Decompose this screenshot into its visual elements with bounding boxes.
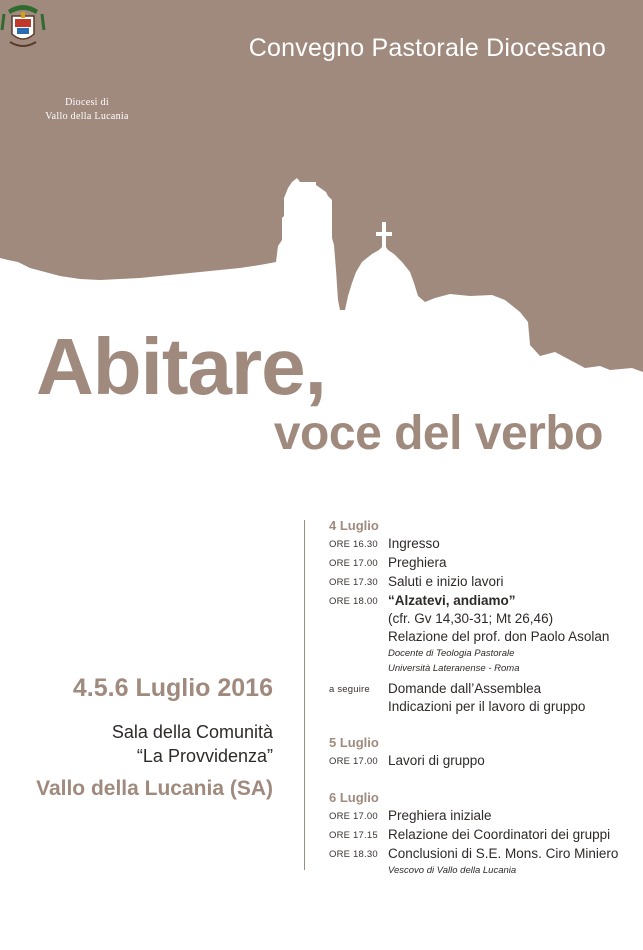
program-divider (304, 520, 305, 870)
program-time: ORE 17.00 (329, 756, 378, 767)
diocese-name (20, 96, 154, 124)
event-city: Vallo della Lucania (SA) (36, 777, 273, 800)
program-item (329, 592, 629, 676)
diocese-name-line2: Vallo della Lucania (45, 111, 129, 122)
program-text: Lavori di gruppo (388, 753, 485, 768)
conference-title: Convegno Pastorale Diocesano (248, 34, 606, 62)
program-time: a seguire (329, 684, 370, 695)
event-dates: 4.5.6 Luglio 2016 (72, 674, 273, 702)
venue-line2: “La Provvidenza” (136, 746, 273, 766)
diocese-name-line1: Diocesi di (65, 97, 109, 108)
event-info (20, 670, 273, 804)
program-text-block (388, 680, 629, 716)
diocese-crest-icon (0, 0, 46, 52)
speaker-role: Docente di Teologia Pastorale (388, 648, 515, 659)
program-time: ORE 16.30 (329, 539, 378, 550)
program-text: Conclusioni di S.E. Mons. Ciro Miniero (388, 846, 619, 861)
program-text: Relazione dei Coordinatori dei gruppi (388, 827, 611, 842)
day-label-6-luglio: 6 Luglio (329, 790, 379, 805)
program-item (329, 826, 629, 845)
day-label-5-luglio: 5 Luglio (329, 735, 379, 750)
talk-title: “Alzatevi, andiamo” (388, 593, 516, 608)
sub-title: voce del verbo (273, 407, 603, 460)
program-item (329, 845, 629, 878)
event-venue (20, 720, 273, 768)
program-text: Ingresso (388, 536, 440, 551)
program-text: Preghiera iniziale (388, 808, 492, 823)
program-time: ORE 17.00 (329, 558, 378, 569)
program-time: ORE 17.30 (329, 577, 378, 588)
program-item (329, 554, 629, 573)
day-label-4-luglio: 4 Luglio (329, 518, 379, 533)
program-text-block (388, 845, 629, 878)
program-schedule (329, 517, 629, 878)
program-item (329, 535, 629, 554)
program-text: Preghiera (388, 555, 447, 570)
program-text-block (388, 592, 629, 676)
talk-reference: (cfr. Gv 14,30-31; Mt 26,46) (388, 611, 554, 626)
program-time: ORE 18.00 (329, 596, 378, 607)
program-item (329, 807, 629, 826)
program-time: ORE 18.30 (329, 849, 378, 860)
program-text: Saluti e inizio lavori (388, 574, 504, 589)
program-item (329, 752, 629, 771)
program-time: ORE 17.00 (329, 811, 378, 822)
bishop-role: Vescovo di Vallo della Lucania (388, 865, 517, 876)
program-text: Domande dall’Assemblea (388, 681, 542, 696)
venue-line1: Sala della Comunità (111, 722, 273, 742)
talk-speaker: Relazione del prof. don Paolo Asolan (388, 629, 610, 644)
program-item (329, 573, 629, 592)
program-text: Indicazioni per il lavoro di gruppo (388, 699, 586, 714)
speaker-institution: Università Lateranense - Roma (388, 663, 520, 674)
program-time: ORE 17.15 (329, 830, 378, 841)
main-title: Abitare, (36, 322, 326, 411)
program-item (329, 680, 629, 716)
